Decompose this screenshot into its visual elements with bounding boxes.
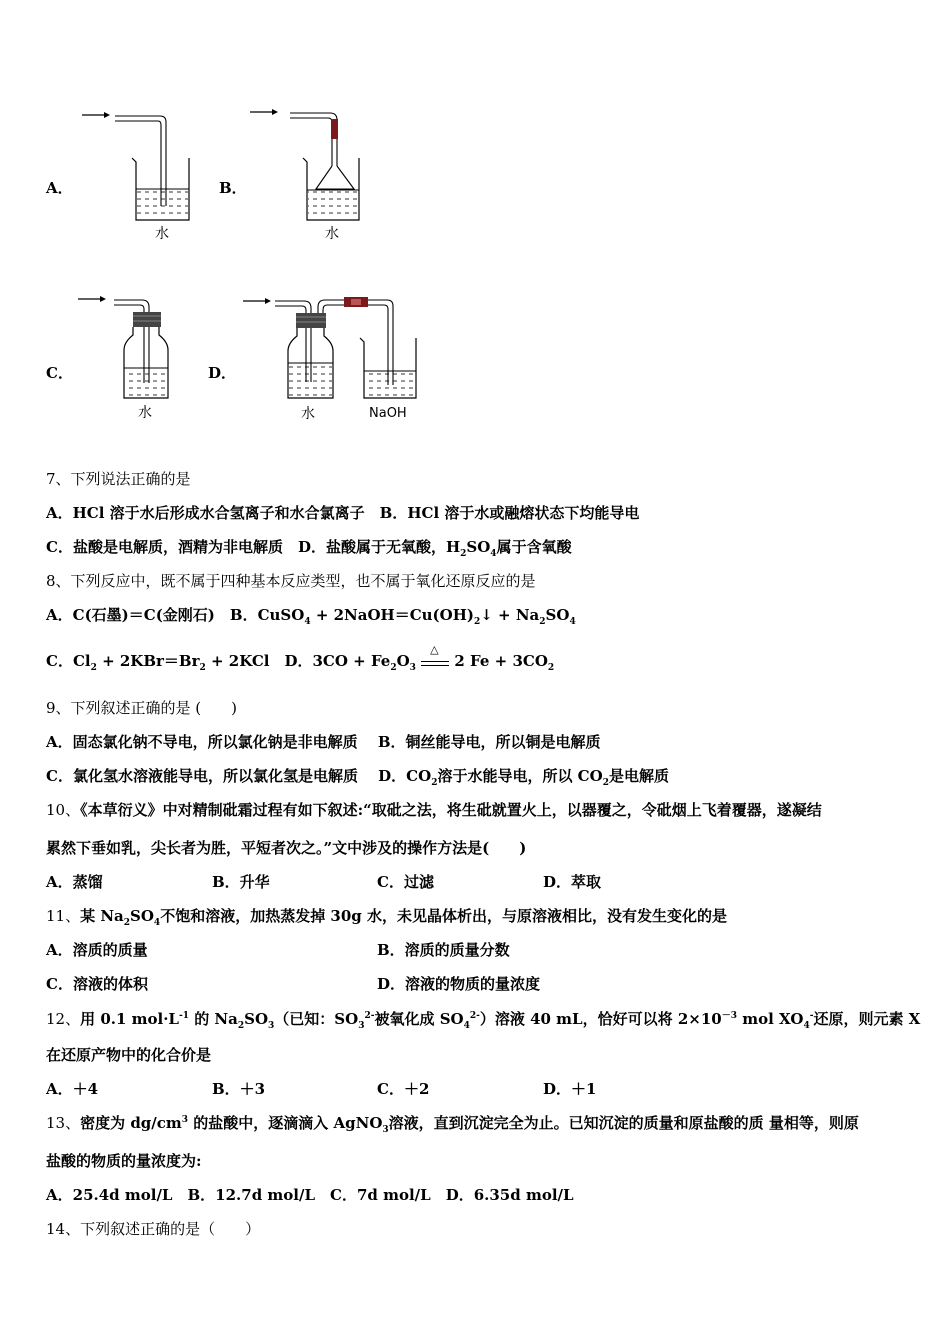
q12-option-b: B．＋3 [212, 1080, 266, 1098]
q9-stem: 9、下列叙述正确的是 ( ) [46, 699, 238, 717]
q10-option-b: B．升华 [212, 873, 270, 891]
q9-options-line2: C．氯化氢水溶液能导电，所以氯化氢是电解质 D．$CO_2$溶于水能导电，所以 $CO_2$是电解质 [46, 767, 669, 788]
q10-stem-line1: 10、《本草衍义》中对精制砒霜过程有如下叙述:“取砒之法，将生砒就置火上，以器覆之，令砒烟上飞着覆器，遂凝结 [46, 801, 822, 819]
water-text-d: 水 [301, 406, 315, 422]
q12-stem-line2: 在还原产物中的化合价是 [46, 1046, 212, 1064]
q9-options-line1: A．固态氯化钠不导电，所以氯化钠是非电解质 B．铜丝能导电，所以铜是电解质 [46, 733, 601, 751]
q12-option-c: C．＋2 [377, 1080, 430, 1098]
q8-options-ab: A．C(石墨)＝C(金刚石) B．CuSO$_4$ + $2NaOH=Cu(OH)_2↓ + Na_2SO_4$ [46, 606, 576, 627]
q14-stem: 14、下列叙述正确的是（ ） [46, 1220, 261, 1238]
q13-stem-line1: 13、密度为 $dg/cm^3$ 的盐酸中，逐滴滴入 AgNO$_3$溶液，直到沉淀完全为止。已知沉淀的质量和原盐酸的质 量相等，则原 [46, 1114, 859, 1135]
apparatus-a [82, 112, 189, 242]
apparatus-c [78, 296, 168, 421]
water-text-a: 水 [155, 226, 169, 242]
label-c: C． [46, 364, 73, 382]
q7-stem: 7、下列说法正确的是 [46, 470, 191, 488]
apparatus-b [250, 109, 359, 242]
q11-stem: 11、某 $Na_2SO_4$不饱和溶液，加热蒸发掉 30g 水，未见晶体析出，与原溶液相比，没有发生变化的是 [46, 907, 727, 928]
q11-option-b: B．溶质的质量分数 [377, 941, 510, 959]
q12-stem-line1: 12、用 0.1 $mol\cdot L^{-1}$ 的 $Na_2SO_3$（已知：$SO_3^{2-}$被氧化成 $SO_4^{2-}$）溶液 40 mL，恰好可以将 $2\times 10^{-3}$ mol $XO_4^-$还原，则元素 X [46, 1010, 921, 1031]
label-d: D． [208, 364, 237, 382]
q7-options-line2: C．盐酸是电解质，酒精为非电解质 D．盐酸属于无氧酸，$H_2SO_4$属于含氧酸 [46, 538, 572, 559]
heat-equals-sign: △ [421, 652, 449, 672]
q10-option-a: A．蒸馏 [46, 873, 103, 891]
apparatus-figure [0, 90, 460, 435]
q11-option-a: A．溶质的质量 [46, 941, 148, 959]
water-text-c: 水 [138, 405, 152, 421]
q11-option-c: C．溶液的体积 [46, 975, 148, 993]
apparatus-d [243, 297, 416, 422]
q10-option-d: D．萃取 [543, 873, 602, 891]
q8-options-cd: C．$Cl_2 + 2KBr=Br_2 + 2KCl$ D．$3CO + Fe_2O_3$ △ 2 $Fe + 3CO_2$ [46, 643, 555, 673]
q12-option-a: A．＋4 [46, 1080, 99, 1098]
q13-stem-line2: 盐酸的物质的量浓度为: [46, 1152, 202, 1170]
label-a: A． [46, 179, 73, 197]
q12-option-d: D．＋1 [543, 1080, 597, 1098]
q11-option-d: D．溶液的物质的量浓度 [377, 975, 541, 993]
water-text-b: 水 [325, 226, 339, 242]
naoh-text: NaOH [369, 406, 407, 421]
q10-stem-line2: 累然下垂如乳，尖长者为胜，平短者次之。”文中涉及的操作方法是( ) [46, 839, 527, 857]
label-b: B． [219, 179, 247, 197]
q10-option-c: C．过滤 [377, 873, 434, 891]
q8-stem: 8、下列反应中，既不属于四种基本反应类型，也不属于氧化还原反应的是 [46, 572, 536, 590]
q13-options: A．25.4d mol/L B．12.7d mol/L C．7d mol/L D．6.35d mol/L [46, 1186, 574, 1204]
q7-options-line1: A．HCl 溶于水后形成水合氢离子和水合氯离子 B．HCl 溶于水或融熔状态下均能导电 [46, 504, 640, 522]
